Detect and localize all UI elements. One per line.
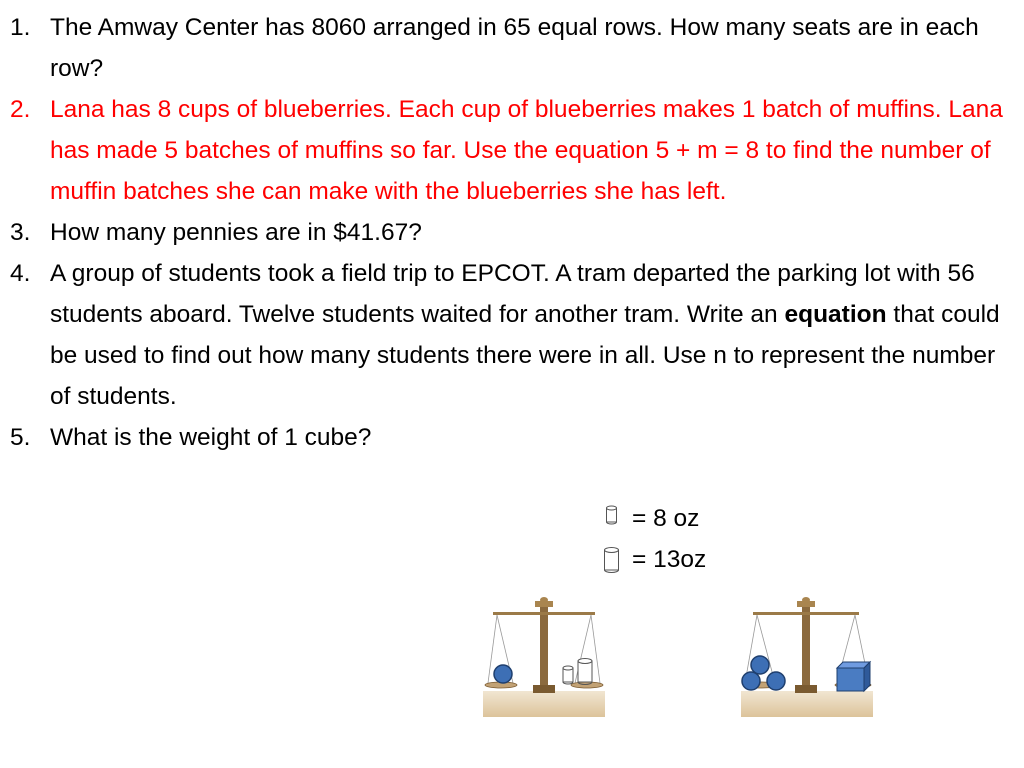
- problem-5: [10, 417, 1014, 458]
- problem-list: [10, 7, 1014, 458]
- problem-number: 1.: [10, 14, 31, 41]
- problem-text: Lana has 8 cups of blueberries. Each cup of blueberries makes 1 batch of muffins. Lana has made 5 batches of muffins so far. Use the equation 5 + m = 8 to find the number of muffin batches she can make with the blueberries she has left.: [50, 96, 1003, 205]
- bold-term-equation: equation: [784, 301, 887, 328]
- scale-base: [741, 691, 873, 717]
- problem-number: 5.: [10, 424, 31, 451]
- blue-ball: [767, 672, 785, 690]
- legend-text: = 8 oz: [632, 505, 700, 532]
- scale-post: [802, 605, 810, 691]
- small-cylinder: [563, 666, 573, 684]
- problem-text: The Amway Center has 8060 arranged in 65 equal rows. How many seats are in each row?: [50, 14, 979, 82]
- legend-text: = 13oz: [632, 546, 707, 573]
- blue-cube: [837, 662, 870, 691]
- blue-ball: [742, 672, 760, 690]
- problem-4: [10, 253, 1014, 417]
- scale-beam: [493, 612, 595, 615]
- large-cylinder: [578, 659, 592, 685]
- problem-2: [10, 89, 1014, 212]
- scale-post: [540, 605, 548, 691]
- problem-number: 4.: [10, 260, 31, 287]
- problem-number: 3.: [10, 219, 31, 246]
- small-cylinder-icon: [605, 505, 619, 525]
- problem-number: 2.: [10, 96, 31, 123]
- blue-ball: [494, 665, 512, 683]
- scale-pan-right: [571, 682, 603, 688]
- problem-text-part: that could be used to find out how many students there were in all. Use n to represent the number of students.: [50, 301, 1000, 410]
- problem-3: [10, 212, 1014, 253]
- scale-beam: [753, 612, 859, 615]
- problem-text-part: A group of students took a field trip to EPCOT. A tram departed the parking lot with 56 students aboard. Twelve students waited for another tram. Write an: [50, 260, 975, 328]
- blue-ball: [751, 656, 769, 674]
- balance-scale-1: [483, 595, 605, 717]
- scale-base: [483, 691, 605, 717]
- problem-text: What is the weight of 1 cube?: [50, 424, 372, 451]
- large-cylinder-icon: [603, 546, 621, 574]
- problem-text: How many pennies are in $41.67?: [50, 219, 422, 246]
- problem-1: [10, 7, 1014, 89]
- balance-scale-2: [739, 595, 875, 717]
